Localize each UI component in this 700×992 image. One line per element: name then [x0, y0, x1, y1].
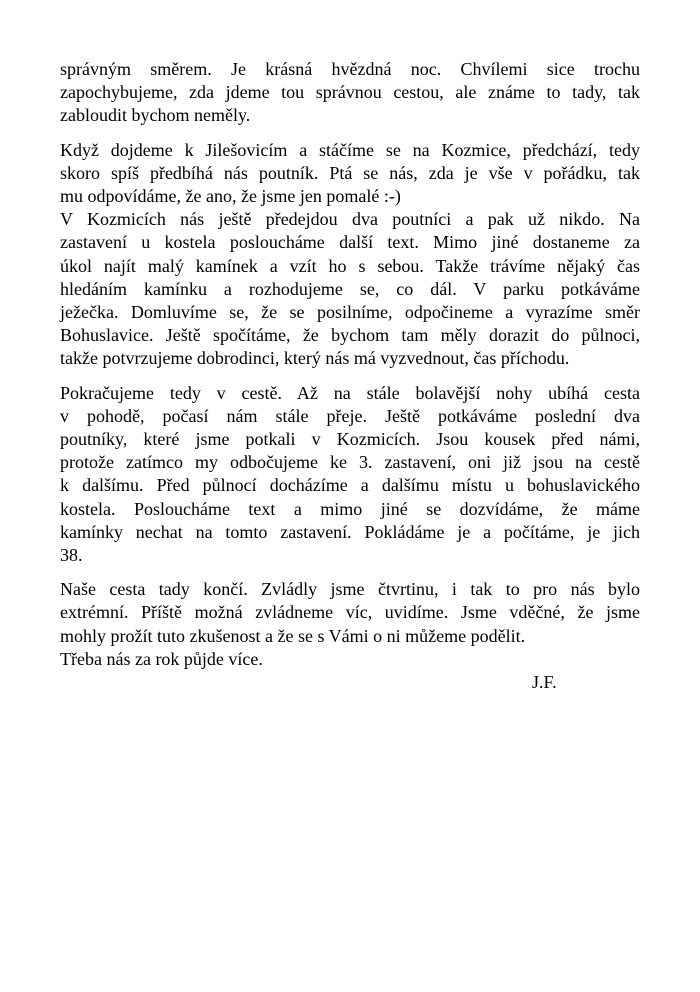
paragraph-line: Naše cesta tady končí. Zvládly jsme čtvrtinu, i tak to pro nás bylo: [60, 579, 640, 600]
document-page: [60, 58, 640, 694]
paragraph-line: Třeba nás za rok půjde více.: [60, 648, 263, 669]
paragraph-line: ježečka. Domluvíme se, že se posilníme, odpočineme a vyrazíme směr: [60, 302, 640, 323]
paragraph-line: kostela. Posloucháme text a mimo jiné se dozvídáme, že máme: [60, 498, 640, 519]
paragraph-line: správným směrem. Je krásná hvězdná noc. Chvílemi sice trochu: [60, 59, 640, 79]
paragraph-line: zabloudit bychom neměly.: [60, 105, 251, 126]
paragraph-line: protože zatímco my odbočujeme ke 3. zastavení, oni již jsou na cestě: [60, 452, 640, 473]
paragraph-3: [60, 208, 640, 370]
paragraph-line: extrémní. Příště možná zvládneme víc, uvidíme. Jsme vděčné, že jsme: [60, 602, 640, 623]
paragraph-line: kamínky nechat na tomto zastavení. Pokládáme je a počítáme, je jich: [60, 521, 640, 542]
paragraph-line: úkol najít malý kamínek a vzít ho s sebou. Takže trávíme nějaký čas: [60, 255, 640, 276]
paragraph-line: poutníky, které jsme potkali v Kozmicích. Jsou kousek před námi,: [60, 429, 640, 450]
paragraph-line: Pokračujeme tedy v cestě. Až na stále bolavější nohy ubíhá cesta: [60, 382, 640, 403]
paragraph-1: [60, 58, 640, 128]
paragraph-2: [60, 139, 640, 209]
paragraph-6: [60, 648, 640, 671]
paragraph-line: k dalšímu. Před půlnocí docházíme a dalšímu místu u bohuslavického: [60, 475, 640, 496]
author-signature: J.F.: [532, 672, 557, 693]
paragraph-line: mohly prožít tuto zkušenost a že se s Vámi o ni můžeme podělit.: [60, 625, 526, 646]
paragraph-line: V Kozmicích nás ještě předejdou dva poutníci a pak už nikdo. Na: [60, 209, 640, 230]
paragraph-line: skoro spíš předbíhá nás poutník. Ptá se nás, zda je vše v pořádku, tak: [60, 162, 640, 183]
paragraph-line: takže potvrzujeme dobrodinci, který nás má vyzvednout, čas příchodu.: [60, 348, 570, 369]
paragraph-line: Bohuslavice. Ještě spočítáme, že bychom tam měly dorazit do půlnoci,: [60, 325, 640, 346]
paragraph-5: [60, 578, 640, 648]
paragraph-line: hledáním kamínku a rozhodujeme se, co dál. V parku potkáváme: [60, 278, 640, 299]
paragraph-line: 38.: [60, 545, 83, 566]
paragraph-line: Když dojdeme k Jilešovicím a stáčíme se na Kozmice, předchází, tedy: [60, 139, 640, 160]
paragraph-line: zastavení u kostela posloucháme další text. Mimo jiné dostaneme za: [60, 232, 640, 253]
paragraph-line: mu odpovídáme, že ano, že jsme jen pomalé :-): [60, 186, 401, 207]
paragraph-4: [60, 382, 640, 568]
paragraph-line: zapochybujeme, zda jdeme tou správnou cestou, ale známe to tady, tak: [60, 82, 640, 103]
paragraph-line: v pohodě, počasí nám stále přeje. Ještě potkáváme poslední dva: [60, 405, 640, 426]
